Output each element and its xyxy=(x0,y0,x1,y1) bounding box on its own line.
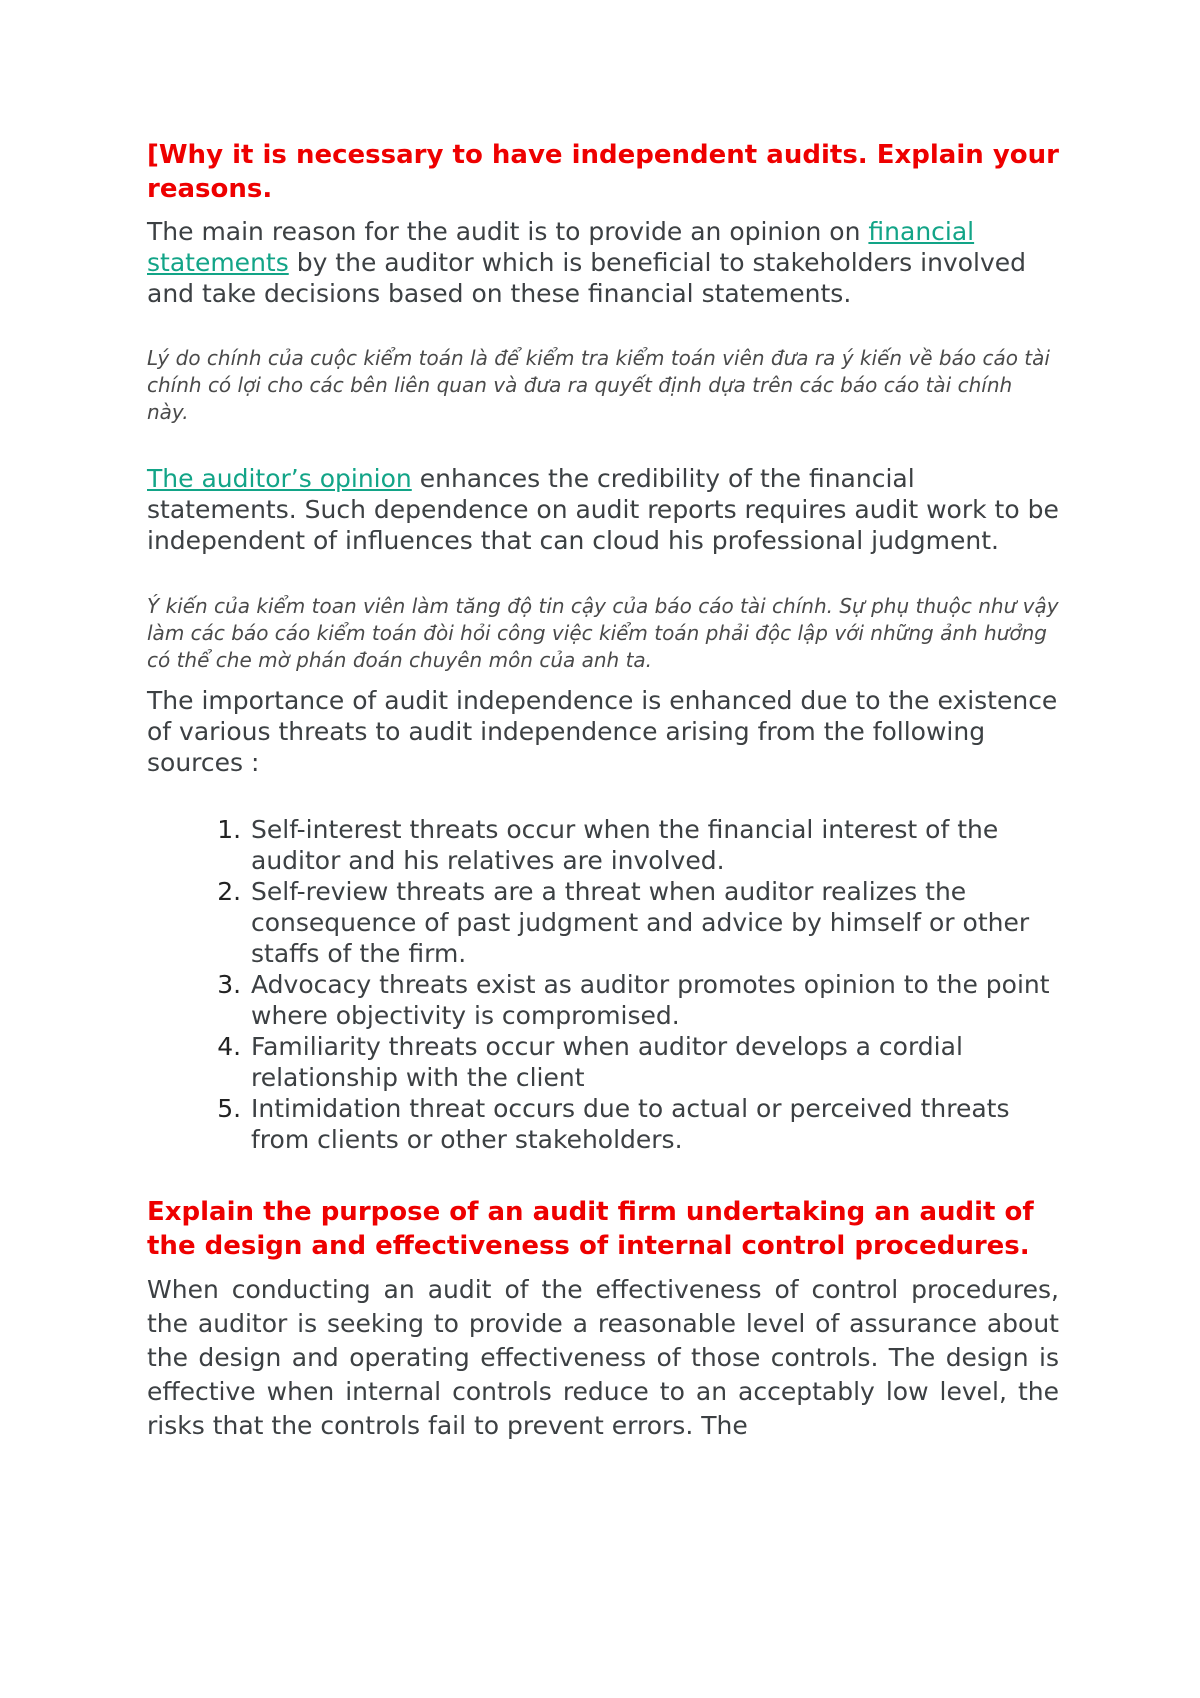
section2-paragraph-1: When conducting an audit of the effectiveness of control procedures, the auditor is seeking to provide a reasonable level of assurance about the design and operating effectiveness of those controls. The design is effective when internal controls reduce to an acceptably low level, the risks that the controls fail to prevent errors. The xyxy=(147,1275,1059,1440)
section2-heading: Explain the purpose of an audit firm undertaking an audit of the design and effectiveness of internal control procedures. xyxy=(147,1197,1034,1261)
section1-paragraph-1 xyxy=(147,216,1059,309)
document-page xyxy=(147,140,1059,1443)
list-item: 1. Self-interest threats occur when the financial interest of the auditor and his relatives are involved. xyxy=(249,814,1059,876)
section1-heading: [Why it is necessary to have independent audits. Explain your reasons. xyxy=(147,140,1059,204)
threats-list xyxy=(147,814,1059,1155)
section1-p1-text-before: The main reason for the audit is to provide an opinion on xyxy=(147,217,869,246)
section1-p1-text-after: by the auditor which is beneficial to stakeholders involved and take decisions based on these financial statements. xyxy=(147,248,1027,308)
financial-statements-link[interactable]: financial statements xyxy=(147,217,975,277)
list-item: 5. Intimidation threat occurs due to actual or perceived threats from clients or other stakeholders. xyxy=(249,1093,1059,1155)
section1-paragraph-2-vietnamese: Ý kiến của kiểm toan viên làm tăng độ tin cậy của báo cáo tài chính. Sự phụ thuộc như vậy làm các báo cáo kiểm toán đòi hỏi công việc kiểm toán phải độc lập với những ảnh hưởng có thể che mờ phán đoán chuyên môn của anh ta. xyxy=(147,594,1059,672)
section1-p2-text-after: enhances the credibility of the financial statements. Such dependence on audit reports requires audit work to be independent of influences that can cloud his professional judgment. xyxy=(147,464,1059,555)
section1-paragraph-1-vietnamese: Lý do chính của cuộc kiểm toán là để kiểm tra kiểm toán viên đưa ra ý kiến về báo cáo tài chính có lợi cho các bên liên quan và đưa ra quyết định dựa trên các báo cáo tài chính này. xyxy=(147,346,1050,424)
list-item: 2. Self-review threats are a threat when auditor realizes the consequence of past judgment and advice by himself or other staffs of the firm. xyxy=(249,876,1059,969)
list-item: 3. Advocacy threats exist as auditor promotes opinion to the point where objectivity is compromised. xyxy=(249,969,1059,1031)
auditors-opinion-link[interactable]: The auditor’s opinion xyxy=(147,464,412,493)
section1-paragraph-3: The importance of audit independence is enhanced due to the existence of various threats to audit independence arising from the following sources : xyxy=(147,686,1058,777)
section1-paragraph-2 xyxy=(147,463,1059,556)
list-item: 4. Familiarity threats occur when auditor develops a cordial relationship with the client xyxy=(249,1031,1059,1093)
